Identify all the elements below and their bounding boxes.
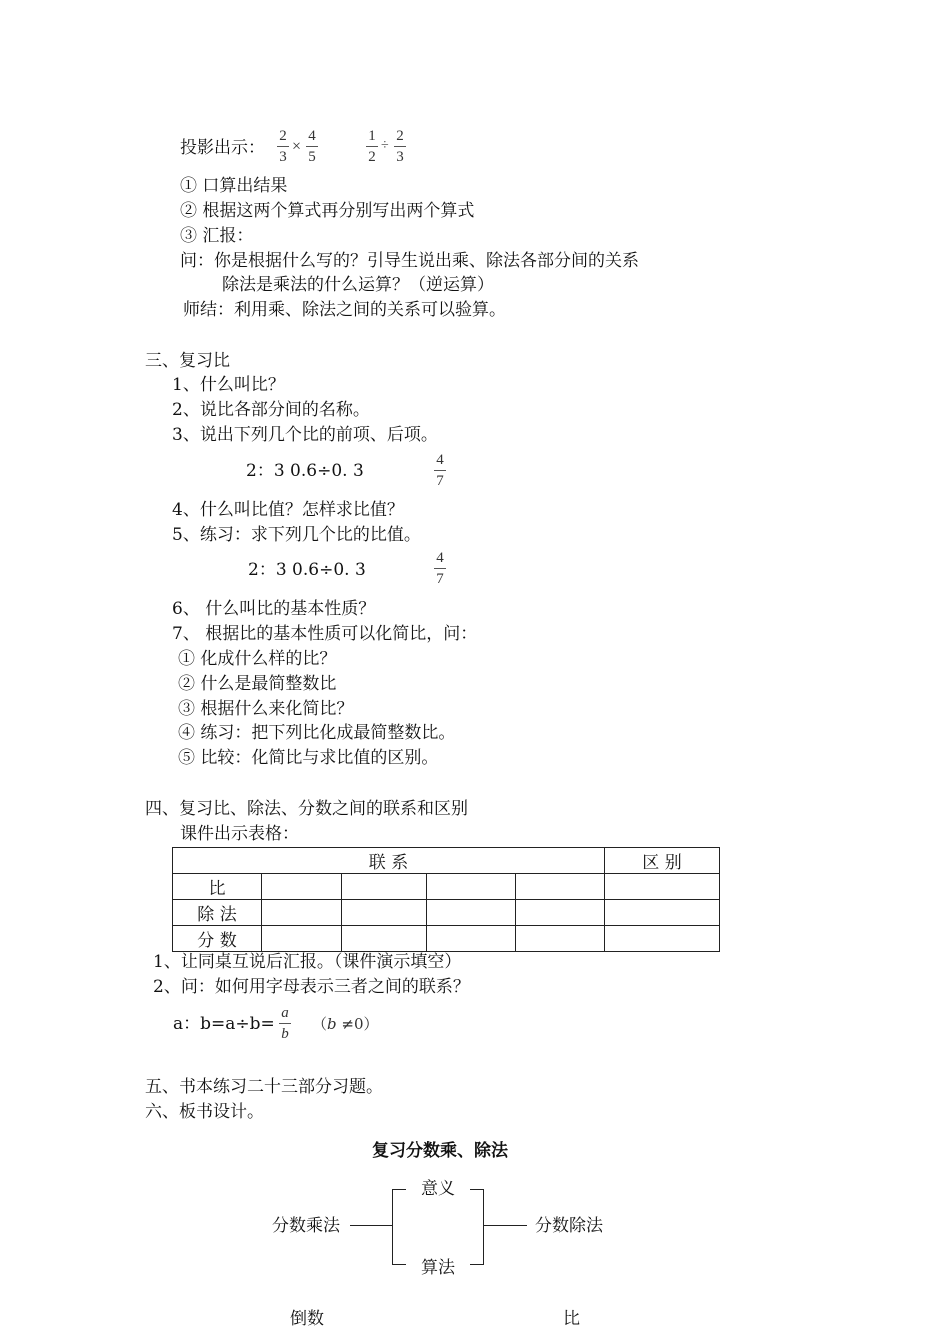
condition-ne: ≠0 bbox=[336, 1015, 364, 1033]
table-cell bbox=[342, 874, 427, 900]
table-header-row bbox=[173, 848, 720, 874]
s3-example-1: 2：3 0.6÷0. 3 bbox=[246, 461, 364, 481]
connector-left bbox=[350, 1225, 392, 1226]
projection-label: 投影出示： bbox=[180, 138, 265, 158]
condition-close: ） bbox=[363, 1015, 379, 1033]
fraction-bar bbox=[366, 146, 378, 147]
step-1: ① 口算出结果 bbox=[180, 176, 288, 196]
table-cell bbox=[605, 900, 720, 926]
fraction-denominator: 5 bbox=[308, 149, 316, 165]
fraction-one-half bbox=[366, 128, 378, 165]
formula: a：b=a÷b= bbox=[173, 1014, 275, 1034]
board-left: 分数乘法 bbox=[272, 1216, 340, 1236]
s4-subtitle: 课件出示表格： bbox=[180, 824, 299, 844]
fraction-denominator: 7 bbox=[436, 473, 444, 489]
bracket-right-bottom bbox=[470, 1264, 484, 1265]
connector-right bbox=[483, 1225, 527, 1226]
fraction-numerator: 4 bbox=[308, 128, 316, 144]
bracket-right-top bbox=[470, 1189, 484, 1190]
fraction-denominator: 3 bbox=[279, 149, 287, 165]
bracket-right-vertical bbox=[483, 1189, 484, 1264]
comparison-table bbox=[172, 847, 720, 952]
board-right: 分数除法 bbox=[535, 1216, 603, 1236]
row-label: 分 数 bbox=[173, 926, 262, 952]
table-cell bbox=[262, 926, 342, 952]
s3-c3: ③ 根据什么来化简比？ bbox=[178, 699, 354, 719]
s3-c2: ② 什么是最简整数比 bbox=[178, 674, 337, 694]
table-cell bbox=[342, 926, 427, 952]
board-title: 复习分数乘、除法 bbox=[372, 1141, 508, 1161]
board-bottom-right: 比 bbox=[563, 1309, 580, 1329]
s4-p1: 1、让同桌互说后汇报。（课件演示填空） bbox=[153, 952, 462, 972]
table-cell bbox=[262, 900, 342, 926]
fraction-four-sevenths-b bbox=[434, 550, 446, 587]
fraction-bar bbox=[279, 1023, 291, 1024]
fraction-numerator: 4 bbox=[436, 452, 444, 468]
condition-b: b bbox=[327, 1015, 337, 1033]
s3-q2: 2、说比各部分间的名称。 bbox=[172, 400, 370, 420]
times-sign: × bbox=[292, 138, 302, 155]
table-cell bbox=[605, 926, 720, 952]
row-label: 比 bbox=[173, 874, 262, 900]
table-cell bbox=[605, 874, 720, 900]
bracket-left-bottom bbox=[392, 1264, 406, 1265]
fraction-numerator: 2 bbox=[396, 128, 404, 144]
table-cell bbox=[427, 926, 516, 952]
section-5-title: 五、书本练习二十三部分习题。 bbox=[145, 1077, 383, 1097]
section-4-title: 四、复习比、除法、分数之间的联系和区别 bbox=[145, 799, 468, 819]
table-cell bbox=[342, 900, 427, 926]
fraction-bar bbox=[394, 146, 406, 147]
board-top: 意义 bbox=[421, 1179, 455, 1199]
section-3-title: 三、复习比 bbox=[145, 351, 230, 371]
fraction-four-sevenths bbox=[434, 452, 446, 489]
header-diff-cell: 区 别 bbox=[605, 848, 720, 874]
bracket-left-vertical bbox=[392, 1189, 393, 1264]
divide-sign: ÷ bbox=[381, 138, 389, 153]
s3-c1: ① 化成什么样的比？ bbox=[178, 649, 337, 669]
fraction-a-over-b bbox=[279, 1005, 291, 1042]
question-line-2: 除法是乘法的什么运算？（逆运算） bbox=[222, 275, 494, 295]
fraction-denominator: 3 bbox=[396, 149, 404, 165]
section-6-title: 六、板书设计。 bbox=[145, 1102, 264, 1122]
board-bottom-left: 倒数 bbox=[290, 1309, 324, 1329]
fraction-bar bbox=[434, 568, 446, 569]
table-cell bbox=[427, 874, 516, 900]
s3-q3: 3、说出下列几个比的前项、后项。 bbox=[172, 425, 438, 445]
board-bottom: 算法 bbox=[421, 1258, 455, 1278]
fraction-bar bbox=[434, 470, 446, 471]
table-cell bbox=[516, 900, 605, 926]
s4-p2: 2、问：如何用字母表示三者之间的联系？ bbox=[153, 977, 470, 997]
header-link-cell: 联 系 bbox=[173, 848, 605, 874]
step-3: ③ 汇报： bbox=[180, 226, 254, 246]
s3-q1: 1、什么叫比？ bbox=[172, 375, 285, 395]
table-row bbox=[173, 900, 720, 926]
fraction-numerator: 1 bbox=[368, 128, 376, 144]
question-line: 问：你是根据什么写的？引导生说出乘、除法各部分间的关系 bbox=[180, 251, 639, 271]
fraction-two-thirds bbox=[277, 128, 289, 165]
fraction-two-thirds-b bbox=[394, 128, 406, 165]
fraction-denominator: b bbox=[281, 1026, 289, 1042]
row-label: 除 法 bbox=[173, 900, 262, 926]
s3-q7: 7、 根据比的基本性质可以化简比，问： bbox=[172, 624, 478, 644]
s3-q6: 6、 什么叫比的基本性质？ bbox=[172, 599, 376, 619]
fraction-denominator: 2 bbox=[368, 149, 376, 165]
fraction-bar bbox=[277, 146, 289, 147]
fraction-four-fifths bbox=[306, 128, 318, 165]
table-cell bbox=[427, 900, 516, 926]
fraction-bar bbox=[306, 146, 318, 147]
s3-q5: 5、练习：求下列几个比的比值。 bbox=[172, 525, 421, 545]
s3-q4: 4、什么叫比值？怎样求比值？ bbox=[172, 500, 404, 520]
fraction-numerator: a bbox=[281, 1005, 289, 1021]
s3-c4: ④ 练习：把下列比化成最简整数比。 bbox=[178, 723, 456, 743]
step-2: ② 根据这两个算式再分别写出两个算式 bbox=[180, 201, 475, 221]
fraction-numerator: 4 bbox=[436, 550, 444, 566]
s3-c5: ⑤ 比较：化简比与求比值的区别。 bbox=[178, 748, 439, 768]
bracket-left-top bbox=[392, 1189, 406, 1190]
fraction-numerator: 2 bbox=[279, 128, 287, 144]
table-row bbox=[173, 874, 720, 900]
teacher-summary: 师结：利用乘、除法之间的关系可以验算。 bbox=[183, 300, 506, 320]
table-cell bbox=[262, 874, 342, 900]
s3-example-2: 2：3 0.6÷0. 3 bbox=[248, 560, 366, 580]
condition bbox=[312, 1013, 379, 1035]
table-row bbox=[173, 926, 720, 952]
table-cell bbox=[516, 874, 605, 900]
fraction-denominator: 7 bbox=[436, 571, 444, 587]
table-cell bbox=[516, 926, 605, 952]
condition-open: （ bbox=[312, 1015, 328, 1033]
